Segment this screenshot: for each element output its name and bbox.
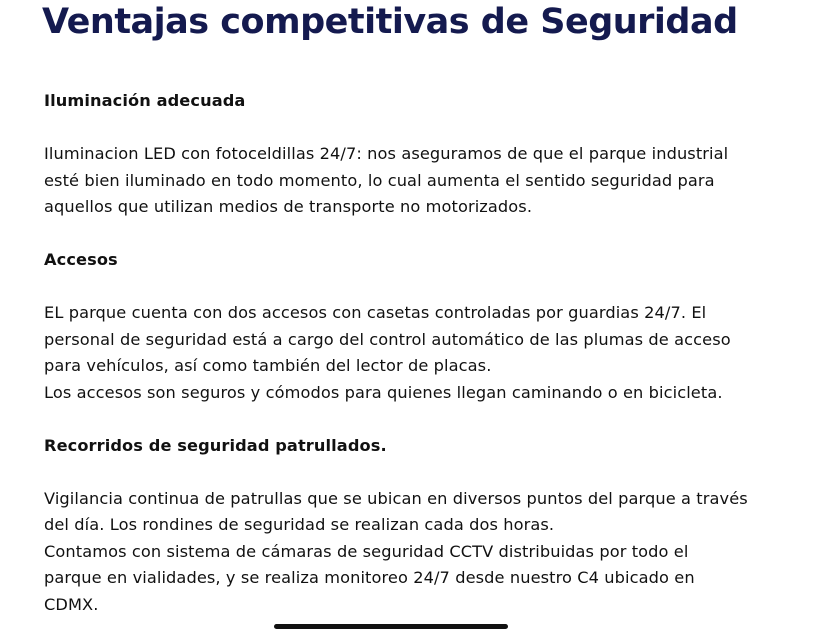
section-paragraph bbox=[44, 486, 824, 619]
section-paragraph bbox=[44, 300, 824, 406]
section-iluminacion bbox=[44, 88, 824, 221]
spacer bbox=[44, 459, 824, 486]
section-heading: Recorridos de seguridad patrullados. bbox=[44, 435, 387, 455]
paragraph-line: aquellos que utilizan medios de transporte no motorizados. bbox=[44, 197, 533, 216]
page-title: Ventajas competitivas de Seguridad bbox=[42, 2, 738, 42]
paragraph-line: parque en vialidades, y se realiza monitoreo 24/7 desde nuestro C4 ubicado en bbox=[44, 568, 695, 587]
paragraph-line: Vigilancia continua de patrullas que se ubican en diversos puntos del parque a través bbox=[44, 488, 748, 508]
spacer bbox=[44, 406, 824, 433]
paragraph-line: EL parque cuenta con dos accesos con casetas controladas por guardias 24/7. El bbox=[44, 303, 707, 322]
section-accesos bbox=[44, 247, 824, 406]
paragraph-line: personal de seguridad está a cargo del control automático de las plumas de acceso bbox=[44, 329, 731, 349]
spacer bbox=[44, 115, 824, 142]
paragraph-line: del día. Los rondines de seguridad se realizan cada dos horas. bbox=[44, 515, 555, 534]
home-indicator-bar[interactable] bbox=[274, 624, 508, 629]
section-heading: Iluminación adecuada bbox=[44, 91, 246, 110]
spacer bbox=[44, 221, 824, 248]
paragraph-line: CDMX. bbox=[44, 594, 99, 614]
paragraph-line: Contamos con sistema de cámaras de seguridad CCTV distribuidas por todo el bbox=[44, 541, 689, 561]
paragraph-line: Los accesos son seguros y cómodos para quienes llegan caminando o en bicicleta. bbox=[44, 382, 723, 402]
paragraph-line: para vehículos, así como también del lector de placas. bbox=[44, 356, 492, 375]
document-body bbox=[44, 88, 824, 618]
section-heading: Accesos bbox=[44, 250, 118, 269]
paragraph-line: Iluminacion LED con fotoceldillas 24/7: nos aseguramos de que el parque industrial bbox=[44, 144, 729, 163]
section-paragraph bbox=[44, 141, 824, 221]
section-recorridos bbox=[44, 433, 824, 619]
paragraph-line: esté bien iluminado en todo momento, lo cual aumenta el sentido seguridad para bbox=[44, 170, 715, 190]
spacer bbox=[44, 274, 824, 301]
